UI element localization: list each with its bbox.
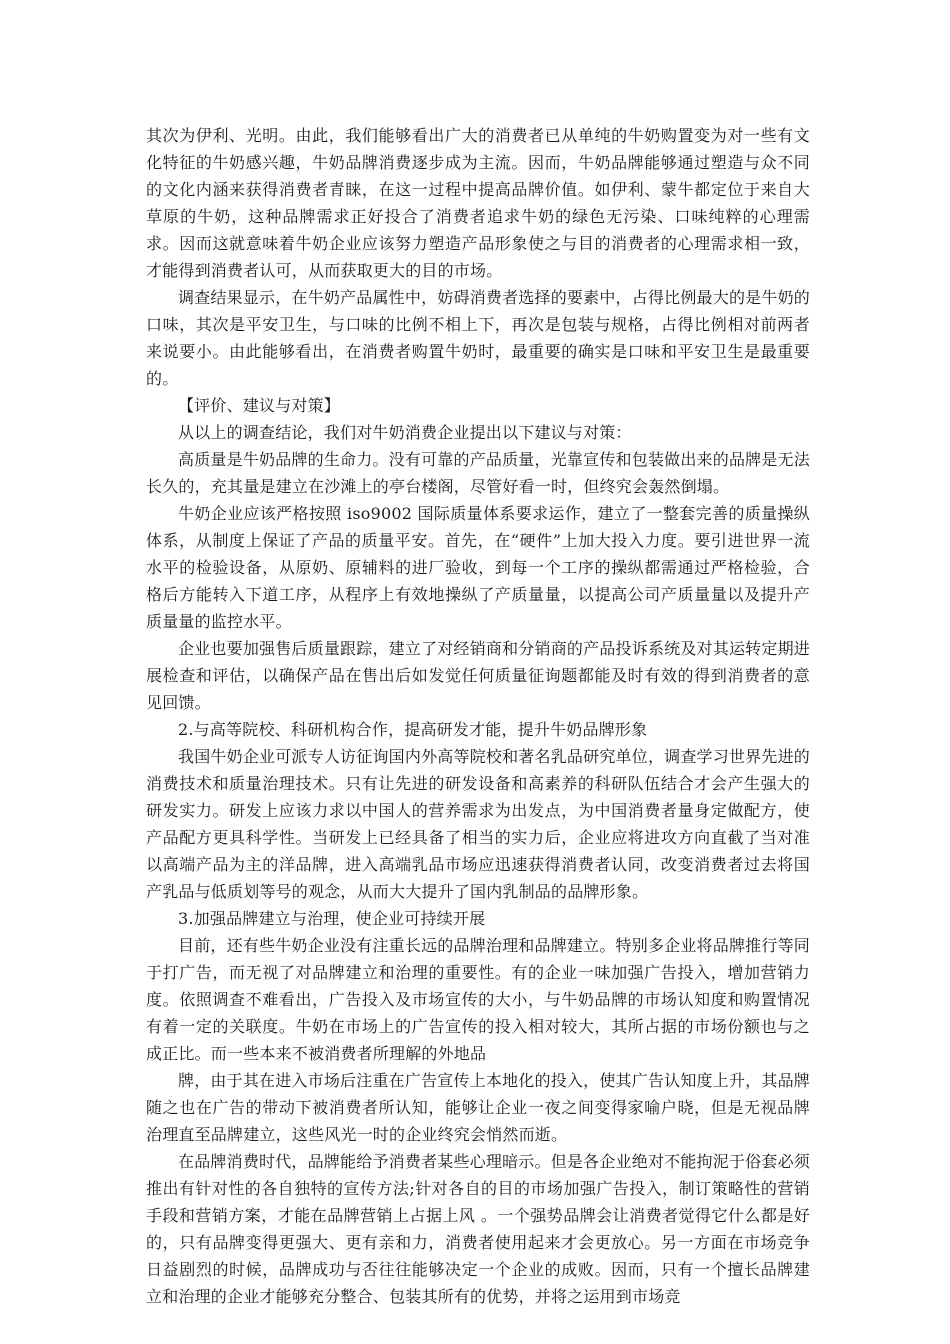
body-paragraph: 调查结果显示，在牛奶产品属性中，妨碍消费者选择的要素中，占得比例最大的是牛奶的口味，其次是平安卫生，与口味的比例不相上下，再次是包装与规格，占得比例相对前两者来说要小。由此能够看出，在消费者购置牛奶时，最重要的确实是口味和平安卫生是最重要的。 (146, 288, 810, 388)
body-paragraph: 在品牌消费时代，品牌能给予消费者某些心理暗示。但是各企业绝对不能拘泥于俗套必须推出有针对性的各自独特的宣传方法;针对各自的目的市场加强广告投入，制订策略性的营销手段和营销方案，才能在品牌营销上占据上风 。一个强势品牌会让消费者觉得它什么都是好的，只有品牌变得更强大、更有亲和力，消费者使用起来才会更放心。另一方面在市场竞争日益剧烈的时候，品牌成功与否往往能够决定一个企业的成败。因而，只有一个擅长品牌建立和治理的企业才能够充分整合、包装其所有的优势，并将之运用到市场竞 (146, 1152, 810, 1306)
body-paragraph: 目前，还有些牛奶企业没有注重长远的品牌治理和品牌建立。特别多企业将品牌推行等同于打广告，而无视了对品牌建立和治理的重要性。有的企业一味加强广告投入，增加营销力度。依照调查不难看出，广告投入及市场宣传的大小，与牛奶品牌的市场认知度和购置情况有着一定的关联度。牛奶在市场上的广告宣传的投入相对较大，其所占据的市场份额也与之成正比。而一些本来不被消费者所理解的外地品 (146, 936, 810, 1063)
body-paragraph: 牛奶企业应该严格按照 iso9002 国际质量体系要求运作，建立了一整套完善的质量操纵体系，从制度上保证了产品的质量平安。首先，在“硬件”上加大投入力度。要引进世界一流水平的检验设备，从原奶、原辅料的进厂验收，到每一个工序的操纵都需通过严格检验，合格后方能转入下道工序，从程序上有效地操纵了产质量量，以提高公司产质量量以及提升产质量量的监控水平。 (146, 504, 810, 631)
body-paragraph: 我国牛奶企业可派专人访征询国内外高等院校和著名乳品研究单位，调查学习世界先进的消费技术和质量治理技术。只有让先进的研发设备和高素养的科研队伍结合才会产生强大的研发实力。研发上应该力求以中国人的营养需求为出发点，为中国消费者量身定做配方，使产品配方更具科学性。当研发上已经具备了相当的实力后，企业应将进攻方向直截了当对准以高端产品为主的洋品牌，进入高端乳品市场应迅速获得消费者认同，改变消费者过去将国产乳品与低质划等号的观念，从而大大提升了国内乳制品的品牌形象。 (146, 747, 810, 901)
section-heading: 【评价、建议与对策】 (178, 396, 341, 415)
body-paragraph: 企业也要加强售后质量跟踪，建立了对经销商和分销商的产品投诉系统及对其运转定期进展检查和评估，以确保产品在售出后如发觉任何质量征询题都能及时有效的得到消费者的意见回馈。 (146, 639, 810, 712)
body-paragraph: 牌，由于其在进入市场后注重在广告宣传上本地化的投入，使其广告认知度上升，其品牌随之也在广告的带动下被消费者所认知，能够让企业一夜之间变得家喻户晓，但是无视品牌治理直至品牌建立，这些风光一时的企业终究会悄然而逝。 (146, 1071, 810, 1144)
body-paragraph: 从以上的调查结论，我们对牛奶消费企业提出以下建议与对策： (178, 423, 632, 442)
body-paragraph: 高质量是牛奶品牌的生命力。没有可靠的产品质量，光靠宣传和包装做出来的品牌是无法长久的，充其量是建立在沙滩上的亭台楼阁，尽管好看一时，但终究会轰然倒塌。 (146, 450, 810, 496)
section-heading: 2.与高等院校、科研机构合作，提高研发才能，提升牛奶品牌形象 (178, 720, 648, 739)
document-page (146, 122, 810, 1310)
body-paragraph: 其次为伊利、光明。由此，我们能够看出广大的消费者已从单纯的牛奶购置变为对一些有文化特征的牛奶感兴趣，牛奶品牌消费逐步成为主流。因而，牛奶品牌能够通过塑造与众不同的文化内涵来获得消费者青睐，在这一过程中提高品牌价值。如伊利、蒙牛都定位于来自大草原的牛奶，这种品牌需求正好投合了消费者追求牛奶的绿色无污染、口味纯粹的心理需求。因而这就意味着牛奶企业应该努力塑造产品形象使之与目的消费者的心理需求相一致，才能得到消费者认可，从而获取更大的目的市场。 (146, 126, 810, 280)
section-heading: 3.加强品牌建立与治理，使企业可持续开展 (178, 909, 486, 928)
